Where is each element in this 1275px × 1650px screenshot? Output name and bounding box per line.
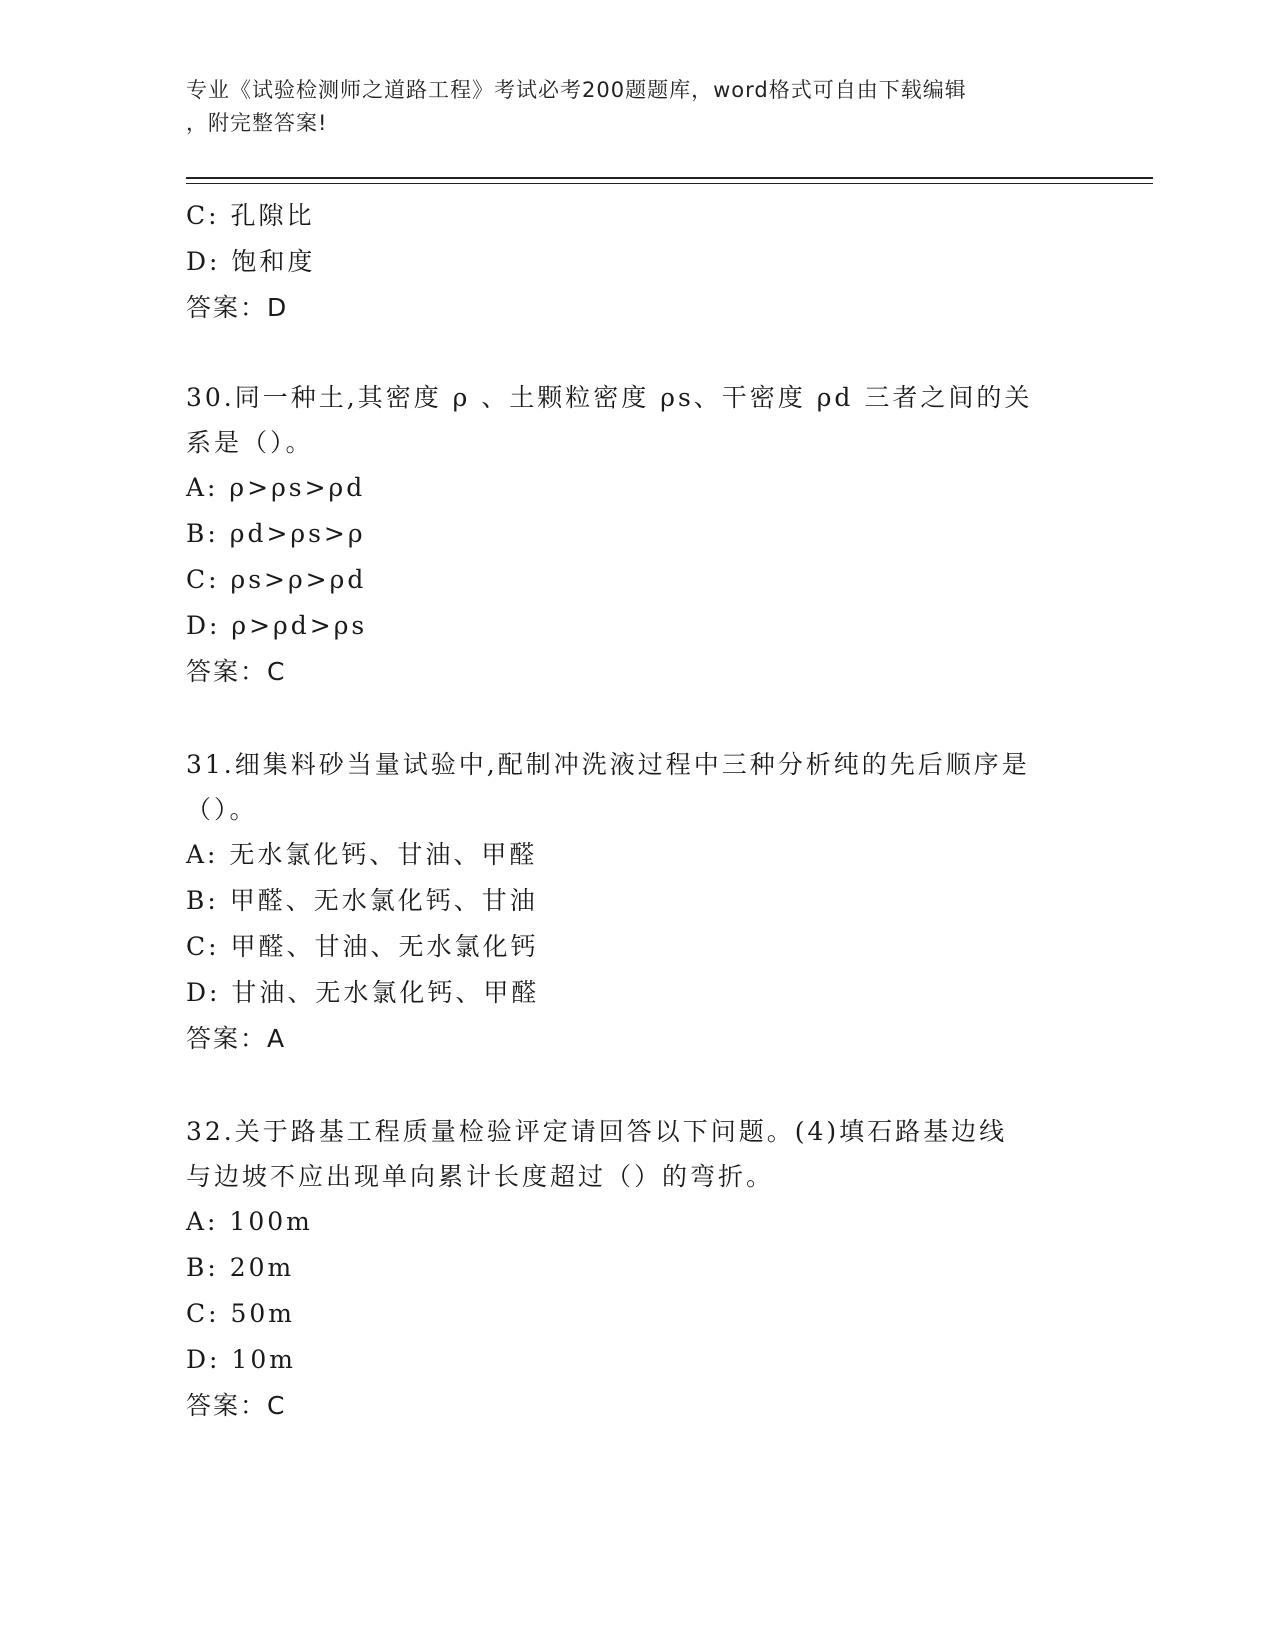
question-stem (186, 1109, 1066, 1199)
option-a: A: 无水氯化钙、甘油、甲醛 (186, 840, 538, 869)
option-d: D: 10m (186, 1345, 296, 1374)
question-32 (186, 1109, 1066, 1429)
answer-line: 答案：C (186, 1391, 287, 1420)
header-title-line-2: ，附完整答案! (186, 111, 328, 135)
answer-line: 答案：C (186, 657, 287, 686)
document-header (186, 74, 1066, 140)
option-b: B: 甲醛、无水氯化钙、甘油 (186, 886, 538, 915)
answer-line: 答案：A (186, 1024, 287, 1053)
question-stem-line-1: 31.细集料砂当量试验中,配制冲洗液过程中三种分析纯的先后顺序是 (186, 750, 1030, 779)
option-a: A: ρ>ρs>ρd (186, 473, 366, 502)
question-stem-line-1: 30.同一种土,其密度 ρ 、土颗粒密度 ρs、干密度 ρd 三者之间的关 (186, 383, 1033, 412)
question-stem-line-2: 与边坡不应出现单向累计长度超过（）的弯折。 (186, 1162, 775, 1191)
option-a: A: 100m (186, 1207, 313, 1236)
question-29-tail (186, 193, 1066, 331)
option-c: C: 50m (186, 1299, 296, 1328)
question-30 (186, 375, 1066, 695)
option-d: D: ρ>ρd>ρs (186, 611, 368, 640)
question-spacer (186, 695, 1066, 742)
question-stem (186, 742, 1066, 832)
header-divider-thin (186, 183, 1153, 184)
answer-line: 答案：D (186, 293, 289, 322)
option-c: C: 甲醛、甘油、无水氯化钙 (186, 932, 539, 961)
question-31 (186, 742, 1066, 1062)
option-d: D: 甘油、无水氯化钙、甲醛 (186, 978, 540, 1007)
option-b: B: ρd>ρs>ρ (186, 519, 366, 548)
option-c: C: ρs>ρ>ρd (186, 565, 367, 594)
question-stem-line-1: 32.关于路基工程质量检验评定请回答以下问题。(4)填石路基边线 (186, 1117, 1008, 1146)
question-stem (186, 375, 1066, 465)
question-spacer (186, 331, 1066, 375)
question-list (186, 193, 1066, 1429)
header-divider-thick (186, 177, 1153, 179)
question-stem-line-2: （）。 (186, 795, 258, 824)
option-c: C: 孔隙比 (186, 201, 315, 230)
question-spacer (186, 1062, 1066, 1109)
question-stem-line-2: 系是（）。 (186, 428, 314, 457)
header-title-line-1: 专业《试验检测师之道路工程》考试必考200题题库，word格式可自由下载编辑 (186, 78, 967, 102)
option-d: D: 饱和度 (186, 247, 316, 276)
option-b: B: 20m (186, 1253, 295, 1282)
